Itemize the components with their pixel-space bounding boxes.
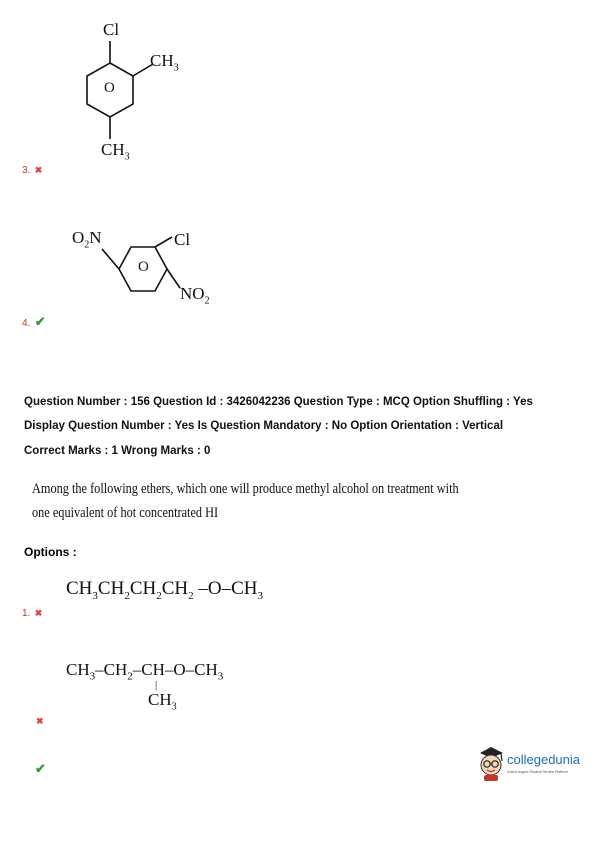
option-4-number: 4.: [22, 318, 31, 329]
question-text-line-1: Among the following ethers, which one will produce methyl alcohol on treatment with: [32, 481, 459, 497]
option-4-marker: [22, 313, 46, 331]
top-ch3-right-label: $CH_3$: [150, 51, 179, 74]
question-text-line-2: one equivalent of hot concentrated HI: [32, 505, 219, 521]
cross-icon: ✖: [36, 716, 44, 726]
brand-tagline: India's largest Student Review Platform: [507, 770, 568, 774]
options-label: Options :: [24, 545, 77, 559]
top-ch3-bottom-label: $CH_3$: [101, 140, 130, 163]
mid-no2-label: $NO_2$: [180, 284, 210, 307]
question-text: [32, 477, 459, 525]
brand-name: collegedunia: [507, 752, 581, 767]
top-structure: [60, 15, 220, 165]
option-3b-marker: [35, 760, 46, 778]
option-2-branch-bar: |: [155, 679, 158, 691]
brand-mascot-icon: [476, 744, 506, 782]
check-icon: ✔: [35, 761, 46, 776]
top-cl-label: Cl: [103, 20, 120, 39]
question-meta-line-1: Question Number : 156 Question Id : 3426042236 Question Type : MCQ Option Shuffling : Yes: [24, 396, 533, 408]
question-meta-line-2: Display Question Number : Yes Is Question Mandatory : No Option Orientation : Vertical: [24, 420, 504, 432]
option-2-formula: $CH_3-CH_2-CH-O-CH_3$: [66, 660, 224, 683]
top-benzene-ring: [60, 15, 220, 165]
option-2-marker: [36, 711, 44, 729]
mid-o2n-label: $O_2N$: [72, 228, 102, 251]
brand-logo: [476, 744, 588, 784]
cross-icon: ✖: [34, 608, 43, 618]
mid-ring-center-label: O: [138, 259, 149, 275]
question-meta-line-3: Correct Marks : 1 Wrong Marks : 0: [24, 445, 211, 457]
option-1-formula: $CH_3CH_2CH_2CH_2$ $-O-CH_3$: [66, 578, 263, 602]
mid-structure: [60, 222, 260, 312]
top-ring-center-label: O: [104, 80, 115, 96]
mid-cl-label: Cl: [174, 230, 191, 249]
option-2-branch: $CH_3$: [148, 690, 177, 713]
option-1-number: 1.: [22, 608, 31, 619]
option-1-marker: [22, 603, 42, 621]
cross-icon: ✖: [34, 165, 43, 175]
check-icon: ✔: [34, 314, 46, 329]
option-3-marker: [22, 160, 42, 178]
option-3-number: 3.: [22, 165, 31, 176]
